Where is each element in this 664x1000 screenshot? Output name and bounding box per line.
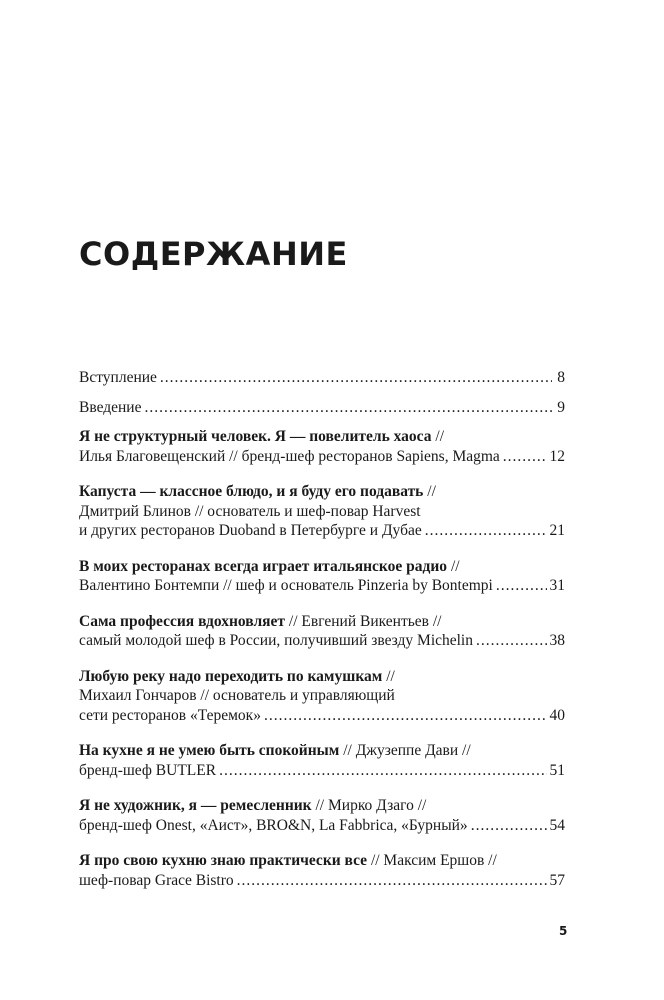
toc-entry-text: сети ресторанов «Теремок» bbox=[79, 706, 261, 724]
toc-page-number: 21 bbox=[549, 522, 565, 539]
toc-entry-text: // Евгений Викентьев // bbox=[285, 612, 442, 630]
toc-entry-text: Вступление bbox=[79, 369, 157, 386]
toc-page-number: 54 bbox=[549, 816, 565, 834]
toc-line-text bbox=[79, 368, 157, 388]
toc-entry-text: // bbox=[423, 483, 436, 500]
toc-line bbox=[79, 796, 565, 816]
toc-entry-text: // Мирко Дзаго // bbox=[311, 797, 427, 814]
toc-line-text bbox=[79, 761, 216, 781]
toc-entry-text: шеф-повар Grace Bistro bbox=[79, 871, 234, 889]
toc-page-number: 8 bbox=[557, 369, 565, 386]
toc-page-number: 38 bbox=[549, 632, 565, 649]
toc-line-text bbox=[79, 612, 441, 632]
toc-entry-text: // Максим Ершов // bbox=[367, 852, 497, 869]
toc-entry-title: На кухне я не умею быть спокойным bbox=[79, 742, 340, 759]
toc-entry-text: // Джузеппе Дави // bbox=[339, 742, 471, 759]
toc-entry-title: Капуста — классное блюдо, и я буду его подавать bbox=[79, 483, 424, 500]
toc-line-text bbox=[79, 521, 422, 541]
toc-entry[interactable] bbox=[79, 368, 565, 388]
toc-entry-title: Любую реку надо переходить по камушкам bbox=[79, 667, 383, 685]
toc-line-text bbox=[79, 576, 493, 596]
toc-entry-text: // bbox=[431, 428, 445, 445]
toc-line bbox=[79, 686, 565, 706]
page-title: СОДЕРЖАНИЕ bbox=[79, 235, 348, 273]
toc-line bbox=[79, 557, 565, 577]
toc-line bbox=[79, 427, 565, 447]
toc-page-number: 31 bbox=[549, 577, 565, 594]
toc-page-number: 51 bbox=[549, 761, 565, 779]
toc-line bbox=[79, 706, 565, 726]
toc-line bbox=[79, 521, 565, 541]
toc-line bbox=[79, 761, 565, 781]
toc-line bbox=[79, 741, 565, 761]
toc-line-text bbox=[79, 447, 500, 467]
dot-leader bbox=[160, 368, 552, 388]
toc-entry[interactable] bbox=[79, 557, 565, 596]
toc-line bbox=[79, 502, 565, 522]
dot-leader bbox=[237, 871, 547, 891]
toc-line-text bbox=[79, 796, 426, 816]
toc-entry-title: В моих ресторанах всегда играет итальянское радио bbox=[79, 557, 448, 575]
dot-leader bbox=[503, 447, 547, 467]
table-of-contents bbox=[79, 368, 565, 906]
toc-line bbox=[79, 612, 565, 632]
toc-line bbox=[79, 631, 565, 651]
toc-line bbox=[79, 667, 565, 687]
toc-entry[interactable] bbox=[79, 851, 565, 890]
toc-entry-title: Я не художник, я — ремесленник bbox=[79, 797, 312, 814]
toc-entry-text: Илья Благовещенский // бренд-шеф ресторанов Sapiens, Magma bbox=[79, 447, 500, 465]
toc-entry[interactable] bbox=[79, 398, 565, 418]
toc-page-number: 9 bbox=[557, 398, 565, 416]
toc-line-text bbox=[79, 686, 395, 706]
toc-line-text bbox=[79, 667, 395, 687]
toc-entry-text: бренд-шеф Onest, «Аист», BRO&N, La Fabbrica, «Бурный» bbox=[79, 816, 468, 834]
toc-entry-text: Михаил Гончаров // основатель и управляющий bbox=[79, 687, 395, 704]
toc-line-text bbox=[79, 706, 261, 726]
dot-leader bbox=[219, 761, 546, 781]
toc-line bbox=[79, 851, 565, 871]
toc-page-number: 12 bbox=[549, 447, 565, 465]
toc-entry[interactable] bbox=[79, 612, 565, 651]
toc-entry[interactable] bbox=[79, 667, 565, 726]
toc-entry-title: Я про свою кухню знаю практически все bbox=[79, 852, 368, 869]
toc-entry[interactable] bbox=[79, 741, 565, 780]
toc-entry-text: Валентино Бонтемпи // шеф и основатель Pinzeria by Bontempi bbox=[79, 577, 493, 594]
toc-entry-text: // bbox=[382, 667, 395, 685]
toc-entry[interactable] bbox=[79, 482, 565, 541]
toc-line-text bbox=[79, 557, 460, 577]
dot-leader bbox=[144, 398, 552, 418]
toc-line bbox=[79, 368, 565, 388]
dot-leader bbox=[476, 631, 547, 651]
dot-leader bbox=[425, 521, 547, 541]
toc-entry-title: Сама профессия вдохновляет bbox=[79, 612, 286, 630]
toc-entry-text: самый молодой шеф в России, получивший звезду Michelin bbox=[79, 632, 473, 649]
toc-line bbox=[79, 816, 565, 836]
toc-entry[interactable] bbox=[79, 427, 565, 466]
toc-entry-text: и других ресторанов Duoband в Петербурге и Дубае bbox=[79, 522, 422, 539]
toc-line bbox=[79, 447, 565, 467]
toc-line-text bbox=[79, 741, 471, 761]
toc-line bbox=[79, 576, 565, 596]
dot-leader bbox=[496, 576, 547, 596]
toc-line-text bbox=[79, 631, 473, 651]
page-number: 5 bbox=[559, 924, 568, 938]
toc-page-number: 57 bbox=[549, 871, 565, 889]
toc-line-text bbox=[79, 816, 468, 836]
toc-entry-text: Введение bbox=[79, 398, 142, 416]
dot-leader bbox=[264, 706, 547, 726]
toc-entry-text: бренд-шеф BUTLER bbox=[79, 761, 217, 779]
toc-entry[interactable] bbox=[79, 796, 565, 835]
toc-line bbox=[79, 482, 565, 502]
toc-line-text bbox=[79, 502, 421, 522]
toc-line bbox=[79, 871, 565, 891]
toc-line-text bbox=[79, 871, 234, 891]
toc-line-text bbox=[79, 398, 141, 418]
toc-entry-title: Я не структурный человек. Я — повелитель хаоса bbox=[79, 428, 432, 445]
toc-line-text bbox=[79, 851, 497, 871]
toc-page-number: 40 bbox=[549, 706, 565, 724]
toc-line-text bbox=[79, 427, 444, 447]
toc-entry-text: Дмитрий Блинов // основатель и шеф-повар Harvest bbox=[79, 502, 421, 520]
toc-line-text bbox=[79, 482, 436, 502]
toc-entry-text: // bbox=[447, 557, 460, 575]
toc-line bbox=[79, 398, 565, 418]
dot-leader bbox=[471, 816, 547, 836]
